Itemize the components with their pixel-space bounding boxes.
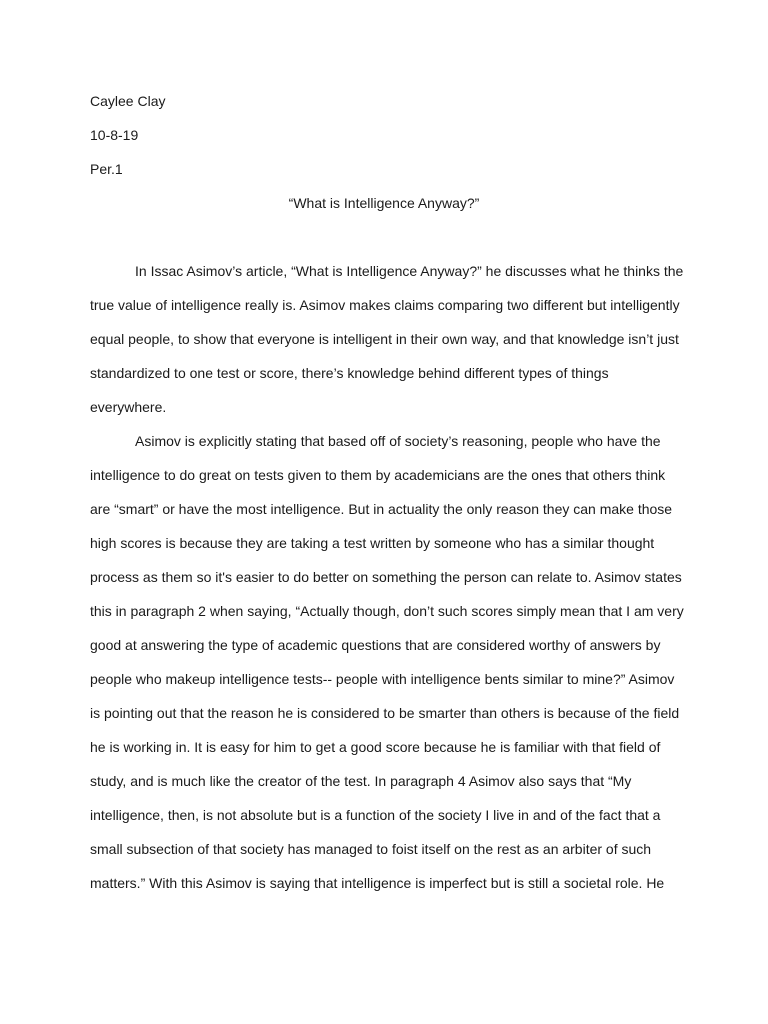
paragraph-2-line: intelligence to do great on tests given to them by academicians are the ones that others think bbox=[90, 467, 666, 483]
paragraph-1-line: standardized to one test or score, there’s knowledge behind different types of things bbox=[90, 365, 609, 381]
paragraph-2-line: small subsection of that society has managed to foist itself on the rest as an arbiter of such bbox=[90, 841, 652, 857]
paragraph-2-line: he is working in. It is easy for him to get a good score because he is familiar with that field of bbox=[90, 739, 661, 755]
paragraph-1-line: true value of intelligence really is. Asimov makes claims comparing two different but intelligently bbox=[90, 297, 680, 313]
paragraph-2-line: study, and is much like the creator of the test. In paragraph 4 Asimov also says that “My bbox=[90, 773, 632, 789]
class-period: Per.1 bbox=[90, 161, 123, 177]
paragraph-2-line: process as them so it's easier to do better on something the person can relate to. Asimov states bbox=[90, 569, 682, 585]
paragraph-1-line: equal people, to show that everyone is intelligent in their own way, and that knowledge isn’t just bbox=[90, 331, 679, 347]
paragraph-2-line: good at answering the type of academic questions that are considered worthy of answers by bbox=[90, 637, 661, 653]
paragraph-2-line: are “smart” or have the most intelligence. But in actuality the only reason they can make those bbox=[90, 501, 673, 517]
essay-title: “What is Intelligence Anyway?” bbox=[288, 195, 480, 211]
paragraph-2-line: intelligence, then, is not absolute but is a function of the society I live in and of the fact that a bbox=[90, 807, 661, 823]
paragraph-2-line: is pointing out that the reason he is considered to be smarter than others is because of the field bbox=[90, 705, 680, 721]
paragraph-2-line: matters.” With this Asimov is saying that intelligence is imperfect but is still a societal role. He bbox=[90, 875, 665, 891]
paragraph-1-line: everywhere. bbox=[90, 399, 167, 415]
essay-date: 10-8-19 bbox=[90, 127, 139, 143]
author-name: Caylee Clay bbox=[90, 93, 166, 109]
paragraph-2-line: Asimov is explicitly stating that based off of society’s reasoning, people who have the bbox=[135, 433, 661, 449]
paragraph-1-line: In Issac Asimov’s article, “What is Intelligence Anyway?” he discusses what he thinks the bbox=[135, 263, 684, 279]
paragraph-2-line: high scores is because they are taking a test written by someone who has a similar thought bbox=[90, 535, 655, 551]
paragraph-2-line: people who makeup intelligence tests-- people with intelligence bents similar to mine?” Asimov bbox=[90, 671, 675, 687]
paragraph-2-line: this in paragraph 2 when saying, “Actually though, don’t such scores simply mean that I am very bbox=[90, 603, 684, 619]
